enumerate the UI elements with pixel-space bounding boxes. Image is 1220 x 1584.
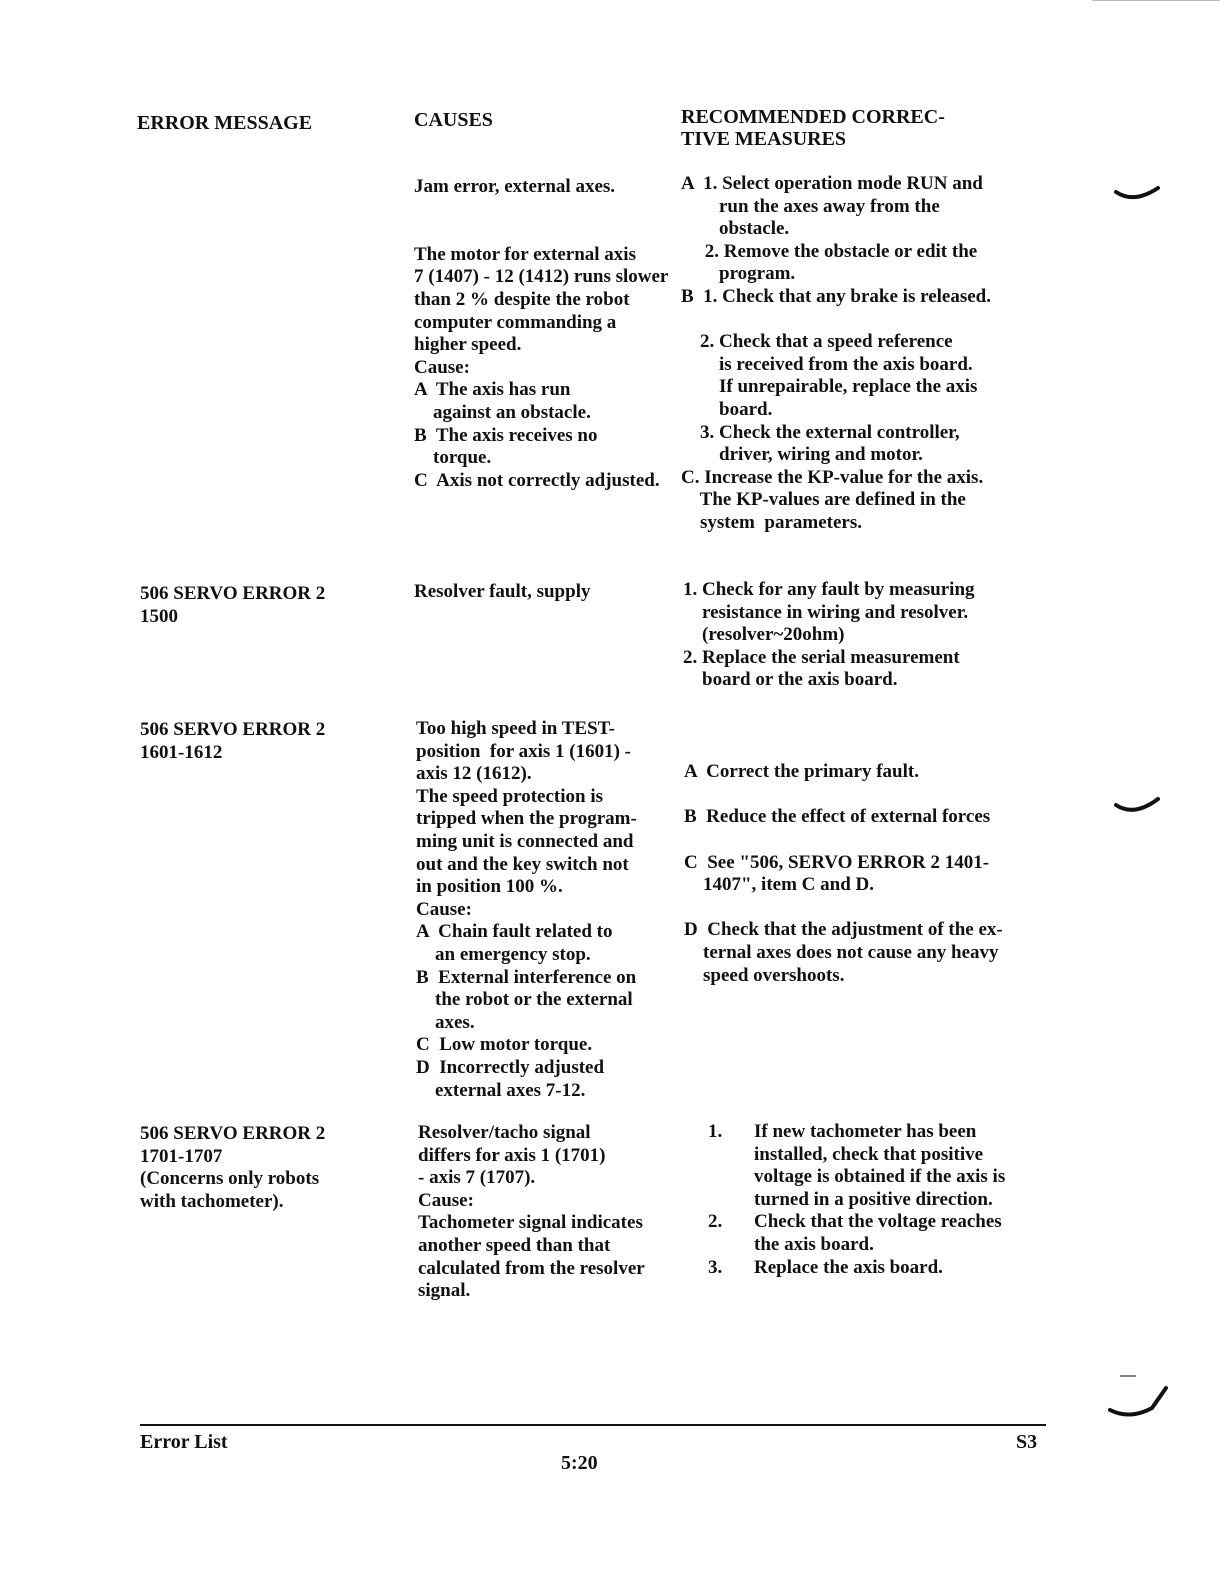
entry-1701-measures <box>708 1121 1048 1279</box>
text-line: Too high speed in TEST- <box>416 718 615 739</box>
text-line <box>684 829 1003 852</box>
text-line: an emergency stop. <box>416 943 591 965</box>
text-line: calculated from the resolver <box>418 1257 645 1279</box>
text-line <box>684 897 1003 920</box>
header-causes: CAUSES <box>414 109 493 131</box>
text-line: 1407", item C and D. <box>684 874 874 896</box>
text-line: than 2 % despite the robot <box>414 288 630 310</box>
text-line: against an obstacle. <box>414 401 591 423</box>
text-line: position for axis 1 (1601) - <box>416 740 631 762</box>
text-line: resistance in wiring and resolver. <box>683 601 969 623</box>
text-line: 2. Check that a speed reference <box>681 331 953 353</box>
text-line: voltage is obtained if the axis is <box>754 1166 1006 1188</box>
text-line: 2. Remove the obstacle or edit the <box>681 240 978 262</box>
text-line: Jam error, external axes. <box>414 176 616 197</box>
text-line: turned in a positive direction. <box>754 1188 993 1210</box>
text-line: If unrepairable, replace the axis <box>681 376 978 398</box>
text-line: external axes 7-12. <box>416 1079 586 1101</box>
text-line: C. Increase the KP-value for the axis. <box>681 466 984 488</box>
text-line: Cause: <box>416 898 472 920</box>
footer-rule <box>140 1424 1046 1426</box>
entry-1701-code <box>140 1123 325 1168</box>
text-line: Resolver fault, supply <box>414 581 591 602</box>
measure-number: 2. <box>708 1211 723 1233</box>
entry-1701-causes <box>418 1122 645 1303</box>
measure-number: 1. <box>708 1121 723 1142</box>
footer-left: Error List <box>140 1431 228 1453</box>
margin-mark-icon <box>1106 1370 1170 1422</box>
text-line: computer commanding a <box>414 311 617 333</box>
entry-jam-measures <box>681 173 991 535</box>
text-line: the robot or the external <box>416 989 633 1011</box>
text-line: A The axis has run <box>414 379 571 401</box>
text-line: 3. Check the external controller, <box>681 421 960 443</box>
text-line: The speed protection is <box>416 785 604 807</box>
text-line <box>414 199 668 222</box>
text-line: A 1. Select operation mode RUN and <box>681 173 983 194</box>
text-line: D Incorrectly adjusted <box>416 1056 605 1078</box>
entry-1701-message <box>140 1123 325 1213</box>
text-line: - axis 7 (1707). <box>418 1167 536 1189</box>
text-line: 506 SERVO ERROR 2 <box>140 719 326 740</box>
text-line: Cause: <box>418 1189 474 1211</box>
numbered-measure-item <box>708 1257 1048 1280</box>
text-line: Cause: <box>414 356 470 378</box>
text-line: 2. Replace the serial measurement <box>683 646 960 668</box>
text-line: the axis board. <box>754 1233 874 1255</box>
text-line <box>414 221 668 244</box>
text-line: (resolver~20ohm) <box>683 624 845 646</box>
entry-1601-measures <box>684 716 1003 987</box>
footer-right: S3 <box>1016 1431 1038 1453</box>
text-line: torque. <box>414 447 492 469</box>
entry-1601-causes <box>416 718 637 1102</box>
text-line: Resolver/tacho signal <box>418 1122 591 1143</box>
text-line: higher speed. <box>414 334 522 356</box>
text-line: board. <box>681 398 773 420</box>
text-line: C See "506, SERVO ERROR 2 1401- <box>684 851 990 873</box>
text-line <box>684 716 1003 739</box>
numbered-measure-item <box>708 1211 1048 1256</box>
text-line: B 1. Check that any brake is released. <box>681 285 991 307</box>
text-line: D Check that the adjustment of the ex- <box>684 919 1003 941</box>
text-line: B External interference on <box>416 966 637 988</box>
margin-mark-icon <box>1114 182 1160 206</box>
text-line: The motor for external axis <box>414 243 636 265</box>
text-line: 1. Check for any fault by measuring <box>683 579 975 600</box>
text-line: driver, wiring and motor. <box>681 444 923 466</box>
text-line: A Chain fault related to <box>416 921 613 943</box>
entry-1500-message <box>140 583 325 628</box>
text-line <box>681 309 991 332</box>
text-line: run the axes away from the <box>681 195 940 217</box>
text-line: installed, check that positive <box>754 1143 984 1165</box>
text-line: A Correct the primary fault. <box>684 761 919 783</box>
text-line: The KP-values are defined in the <box>681 489 966 511</box>
margin-mark-icon <box>1114 795 1160 819</box>
text-line: signal. <box>418 1280 471 1302</box>
text-line: Tachometer signal indicates <box>418 1212 643 1234</box>
text-line: speed overshoots. <box>684 964 845 986</box>
text-line: (Concerns only robots <box>140 1168 320 1190</box>
text-line: with tachometer). <box>140 1190 284 1212</box>
text-line <box>684 739 1003 762</box>
text-line: board or the axis board. <box>683 669 898 691</box>
text-line: B Reduce the effect of external forces <box>684 806 991 828</box>
footer-page-number: 5:20 <box>561 1452 598 1474</box>
text-line: Check that the voltage reaches <box>754 1211 1002 1233</box>
text-line: differs for axis 1 (1701) <box>418 1144 606 1166</box>
text-line: Replace the axis board. <box>754 1256 943 1278</box>
text-line: tripped when the program- <box>416 808 637 830</box>
measure-number: 3. <box>708 1256 723 1278</box>
text-line: 506 SERVO ERROR 2 <box>140 583 326 604</box>
header-measures-line-2: TIVE MEASURES <box>681 128 847 150</box>
text-line: 1500 <box>140 605 178 627</box>
text-line: ternal axes does not cause any heavy <box>684 941 999 963</box>
entry-1500-causes <box>414 581 590 604</box>
text-line: is received from the axis board. <box>681 353 973 375</box>
text-line: If new tachometer has been <box>754 1121 977 1142</box>
text-line: 506 SERVO ERROR 2 <box>140 1123 326 1144</box>
text-line: axes. <box>416 1011 475 1033</box>
text-line: B The axis receives no <box>414 424 598 446</box>
entry-1601-message <box>140 719 325 764</box>
text-line <box>684 784 1003 807</box>
text-line: 1601-1612 <box>140 741 223 763</box>
text-line: 1701-1707 <box>140 1145 223 1167</box>
text-line: ming unit is connected and <box>416 830 634 852</box>
header-measures <box>681 106 945 150</box>
numbered-measure-item <box>708 1121 1048 1211</box>
scan-edge-line <box>1092 0 1220 1</box>
entry-1701-note <box>140 1168 325 1213</box>
text-line: C Low motor torque. <box>416 1034 593 1056</box>
text-line: in position 100 %. <box>416 876 563 898</box>
text-line: C Axis not correctly adjusted. <box>414 469 660 491</box>
text-line: 7 (1407) - 12 (1412) runs slower <box>414 266 669 288</box>
text-line: out and the key switch not <box>416 853 629 875</box>
text-line: another speed than that <box>418 1234 611 1256</box>
header-error-message: ERROR MESSAGE <box>137 112 313 134</box>
entry-1500-measures <box>683 579 975 692</box>
text-line: obstacle. <box>681 218 790 240</box>
text-line: program. <box>681 263 796 285</box>
entry-jam-causes <box>414 176 668 492</box>
text-line: axis 12 (1612). <box>416 763 532 785</box>
header-measures-line-1: RECOMMENDED CORREC- <box>681 106 945 128</box>
text-line: system parameters. <box>681 511 862 533</box>
